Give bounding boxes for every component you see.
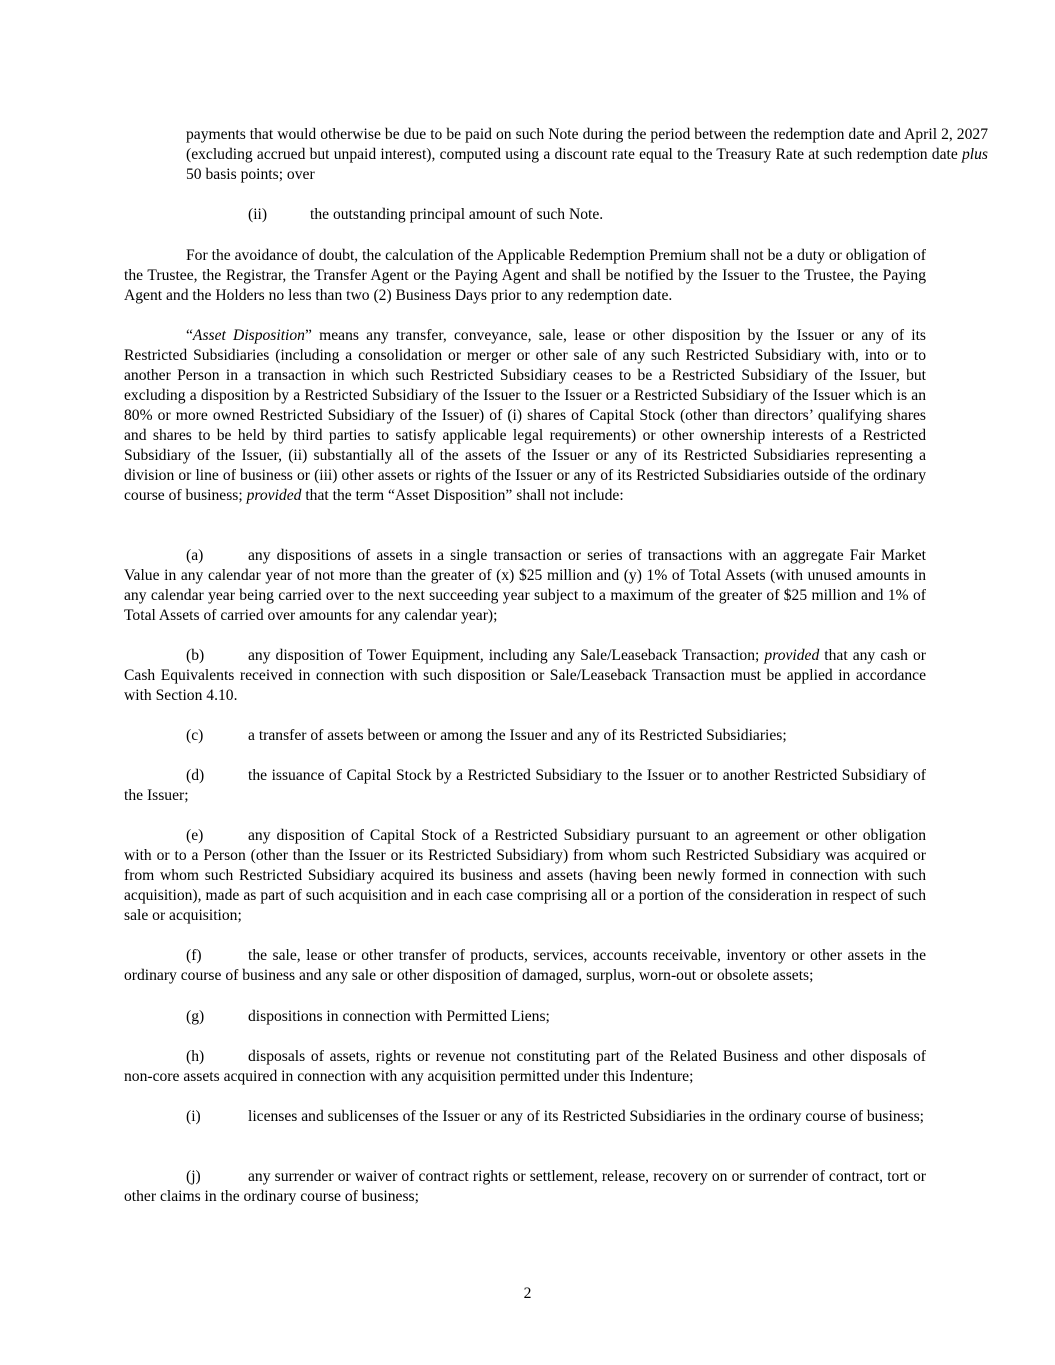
list-item-a	[124, 546, 926, 626]
list-label: (f)	[186, 947, 202, 964]
text-run: 50 basis points; over	[186, 166, 315, 183]
italic-text-run: provided	[764, 647, 820, 664]
list-item-b	[124, 646, 926, 706]
list-label: (g)	[186, 1008, 205, 1025]
text-run: dispositions in connection with Permitted Liens;	[248, 1008, 550, 1025]
list-item-c	[124, 726, 926, 746]
text-run: any disposition of Capital Stock of a Restricted Subsidiary pursuant to an agreement or other obligation with or to a Person (other than the Issuer or its Restricted Subsidiary) from whom such Restricted Subsidiary was acquired or from whom such Restricted Subsidiary acquired its business and assets (having been newly formed in connection with such acquisition), made as part of such acquisition and in each case comprising all or a portion of the consideration in respect of such sale or acquisition;	[124, 827, 926, 924]
text-run: the sale, lease or other transfer of products, services, accounts receivable, inventory or other assets in the ordinary course of business and any sale or other disposition of damaged, surplus, worn-out or obsolete assets;	[124, 947, 926, 984]
paragraph-text	[186, 125, 988, 185]
list-label: (a)	[186, 547, 204, 564]
list-item-j	[124, 1167, 926, 1207]
list-item-i	[124, 1107, 926, 1127]
text-run: any dispositions of assets in a single transaction or series of transactions with an aggregate Fair Market Value in any calendar year of not more than the greater of (x) $25 million and (y) 1% of Total Assets (with unused amounts in any calendar year being carried over to the next succeeding year subject to a maximum of the greater of $25 million and 1% of Total Assets of carried over amounts for any calendar year);	[124, 547, 926, 624]
text-run: that any cash or Cash Equivalents received in connection with such disposition or Sale/Leaseback Transaction must be applied in accordance with Section 4.10.	[124, 647, 926, 704]
list-item-e	[124, 826, 926, 926]
text-run: payments that would otherwise be due to be paid on such Note during the period between the redemption date and April 2, 2027 (excluding accrued but unpaid interest), computed using a discount rate equal to the Treasury Rate at such redemption date	[186, 126, 988, 163]
list-label: (e)	[186, 827, 204, 844]
paragraph-text	[124, 1007, 926, 1027]
paragraph-text	[124, 1167, 926, 1207]
text-run: ” means any transfer, conveyance, sale, lease or other disposition by the Issuer or any of its Restricted Subsidiaries (including a consolidation or merger or other sale of any such Restricted Subsidiary with, into or to another Person in a transaction in which such Restricted Subsidiary ceases to be a Restricted Subsidiary of the Issuer, but excluding a disposition by a Restricted Subsidiary of the Issuer to the Issuer or a Restricted Subsidiary of the Issuer which is an 80% or more owned Restricted Subsidiary of the Issuer) of (i) shares of Capital Stock (other than directors’ qualifying shares and shares to be held by third parties to satisfy applicable legal requirements) or other ownership interests of a Restricted Subsidiary of the Issuer, (ii) substantially all of the assets of the Issuer or any of its Restricted Subsidiaries representing a division or line of business or (iii) other assets or rights of the Issuer or any of its Restricted Subsidiaries outside of the ordinary course of business;	[124, 327, 927, 504]
text-run: any surrender or waiver of contract rights or settlement, release, recovery on or surrender of contract, tort or other claims in the ordinary course of business;	[124, 1168, 926, 1205]
list-label: (ii)	[248, 206, 268, 223]
paragraph-avoidance-of-doubt	[124, 246, 926, 306]
list-item-d	[124, 766, 926, 806]
paragraph-continuation	[124, 125, 988, 185]
list-item-ii	[124, 205, 1050, 225]
paragraph-text	[124, 726, 926, 746]
paragraph-text	[124, 1047, 926, 1087]
italic-text-run: plus	[962, 146, 988, 163]
text-run: that the term “Asset Disposition” shall not include:	[301, 487, 624, 504]
text-run: “	[186, 327, 193, 344]
paragraph-text	[124, 246, 926, 306]
list-item-g	[124, 1007, 926, 1027]
text-run: the issuance of Capital Stock by a Restricted Subsidiary to the Issuer or to another Restricted Subsidiary of the Issuer;	[124, 767, 926, 804]
paragraph-text	[124, 946, 926, 986]
paragraph-text	[124, 326, 926, 506]
paragraph-text	[248, 205, 1050, 225]
list-item-f	[124, 946, 926, 986]
list-label: (c)	[186, 727, 204, 744]
italic-text-run: Asset Disposition	[192, 327, 305, 344]
list-label: (d)	[186, 767, 205, 784]
italic-text-run: provided	[246, 487, 302, 504]
list-label: (j)	[186, 1168, 201, 1185]
text-run: licenses and sublicenses of the Issuer or any of its Restricted Subsidiaries in the ordinary course of business;	[248, 1108, 925, 1125]
paragraph-asset-disposition-definition	[124, 326, 926, 506]
paragraph-text	[124, 646, 926, 706]
list-item-h	[124, 1047, 926, 1087]
text-run: disposals of assets, rights or revenue not constituting part of the Related Business and other disposals of non-core assets acquired in connection with any acquisition permitted under this Indenture;	[124, 1048, 926, 1085]
paragraph-text	[124, 1107, 926, 1127]
text-run: a transfer of assets between or among the Issuer and any of its Restricted Subsidiaries;	[248, 727, 787, 744]
text-run: the outstanding principal amount of such Note.	[310, 206, 604, 223]
text-run: For the avoidance of doubt, the calculation of the Applicable Redemption Premium shall not be a duty or obligation of the Trustee, the Registrar, the Transfer Agent or the Paying Agent and shall be notified by the Issuer to the Trustee, the Paying Agent and the Holders no less than two (2) Business Days prior to any redemption date.	[124, 247, 926, 304]
text-run: any disposition of Tower Equipment, including any Sale/Leaseback Transaction;	[248, 647, 765, 664]
list-label: (i)	[186, 1108, 201, 1125]
list-label: (h)	[186, 1048, 205, 1065]
paragraph-text	[124, 826, 926, 926]
page-number: 2	[523, 1285, 532, 1302]
list-label: (b)	[186, 647, 205, 664]
paragraph-text	[124, 766, 926, 806]
paragraph-text	[124, 546, 926, 626]
